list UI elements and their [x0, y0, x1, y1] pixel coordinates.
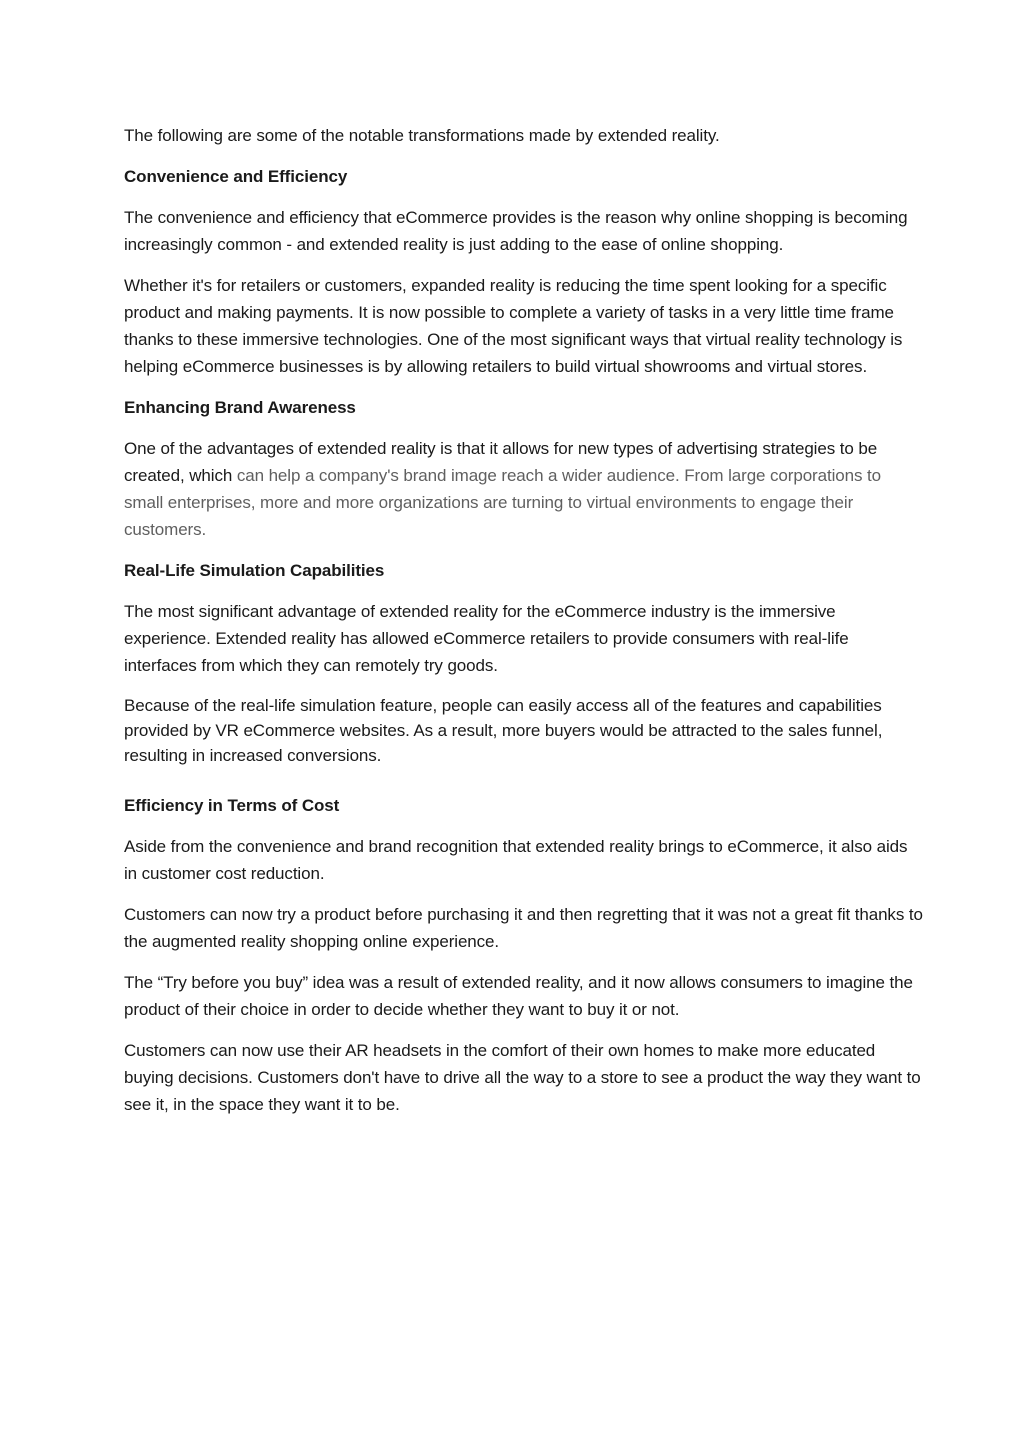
simulation-paragraph-2: Because of the real-life simulation feature, people can easily access all of the features and capabilities provided by VR eCommerce websites. As a result, more buyers would be attracted to the sales funnel, resulting in increased conversions.	[124, 696, 883, 765]
cost-paragraph-2: Customers can now try a product before purchasing it and then regretting that it was not a great fit thanks to the augmented reality shopping online experience.	[124, 905, 923, 951]
cost-paragraph-1: Aside from the convenience and brand recognition that extended reality brings to eCommerce, it also aids in customer cost reduction.	[124, 837, 908, 883]
cost-paragraph-3: The “Try before you buy” idea was a result of extended reality, and it now allows consumers to imagine the product of their choice in order to decide whether they want to buy it or not.	[124, 973, 913, 1019]
brand-awareness-paragraph	[124, 435, 924, 543]
section-heading-simulation: Real-Life Simulation Capabilities	[124, 561, 385, 580]
brand-awareness-lead-text: One of the advantages of extended reality is that it allows for new types of advertising strategies to be created, which	[124, 439, 878, 485]
brand-awareness-muted-text: can help a company's brand image reach a wider audience. From large corporations to small enterprises, more and more organizations are turning to virtual environments to engage their customers.	[124, 466, 881, 539]
simulation-paragraph-1: The most significant advantage of extended reality for the eCommerce industry is the immersive experience. Extended reality has allowed eCommerce retailers to provide consumers with real-life interfaces from which they can remotely try goods.	[124, 602, 849, 675]
convenience-paragraph-2: Whether it's for retailers or customers, expanded reality is reducing the time spent looking for a specific product and making payments. It is now possible to complete a variety of tasks in a very little time frame thanks to these immersive technologies. One of the most significant ways that virtual reality technology is helping eCommerce businesses is by allowing retailers to build virtual showrooms and virtual stores.	[124, 276, 903, 376]
intro-paragraph: The following are some of the notable transformations made by extended reality.	[124, 126, 720, 145]
convenience-paragraph-1: The convenience and efficiency that eCommerce provides is the reason why online shopping is becoming increasingly common - and extended reality is just adding to the ease of online shopping.	[124, 208, 908, 254]
section-heading-brand-awareness: Enhancing Brand Awareness	[124, 398, 356, 417]
section-heading-convenience: Convenience and Efficiency	[124, 167, 348, 186]
section-heading-cost: Efficiency in Terms of Cost	[124, 796, 340, 815]
document-page	[124, 122, 924, 1132]
cost-paragraph-4: Customers can now use their AR headsets in the comfort of their own homes to make more educated buying decisions. Customers don't have to drive all the way to a store to see a product the way they want to see it, in the space they want it to be.	[124, 1041, 921, 1114]
